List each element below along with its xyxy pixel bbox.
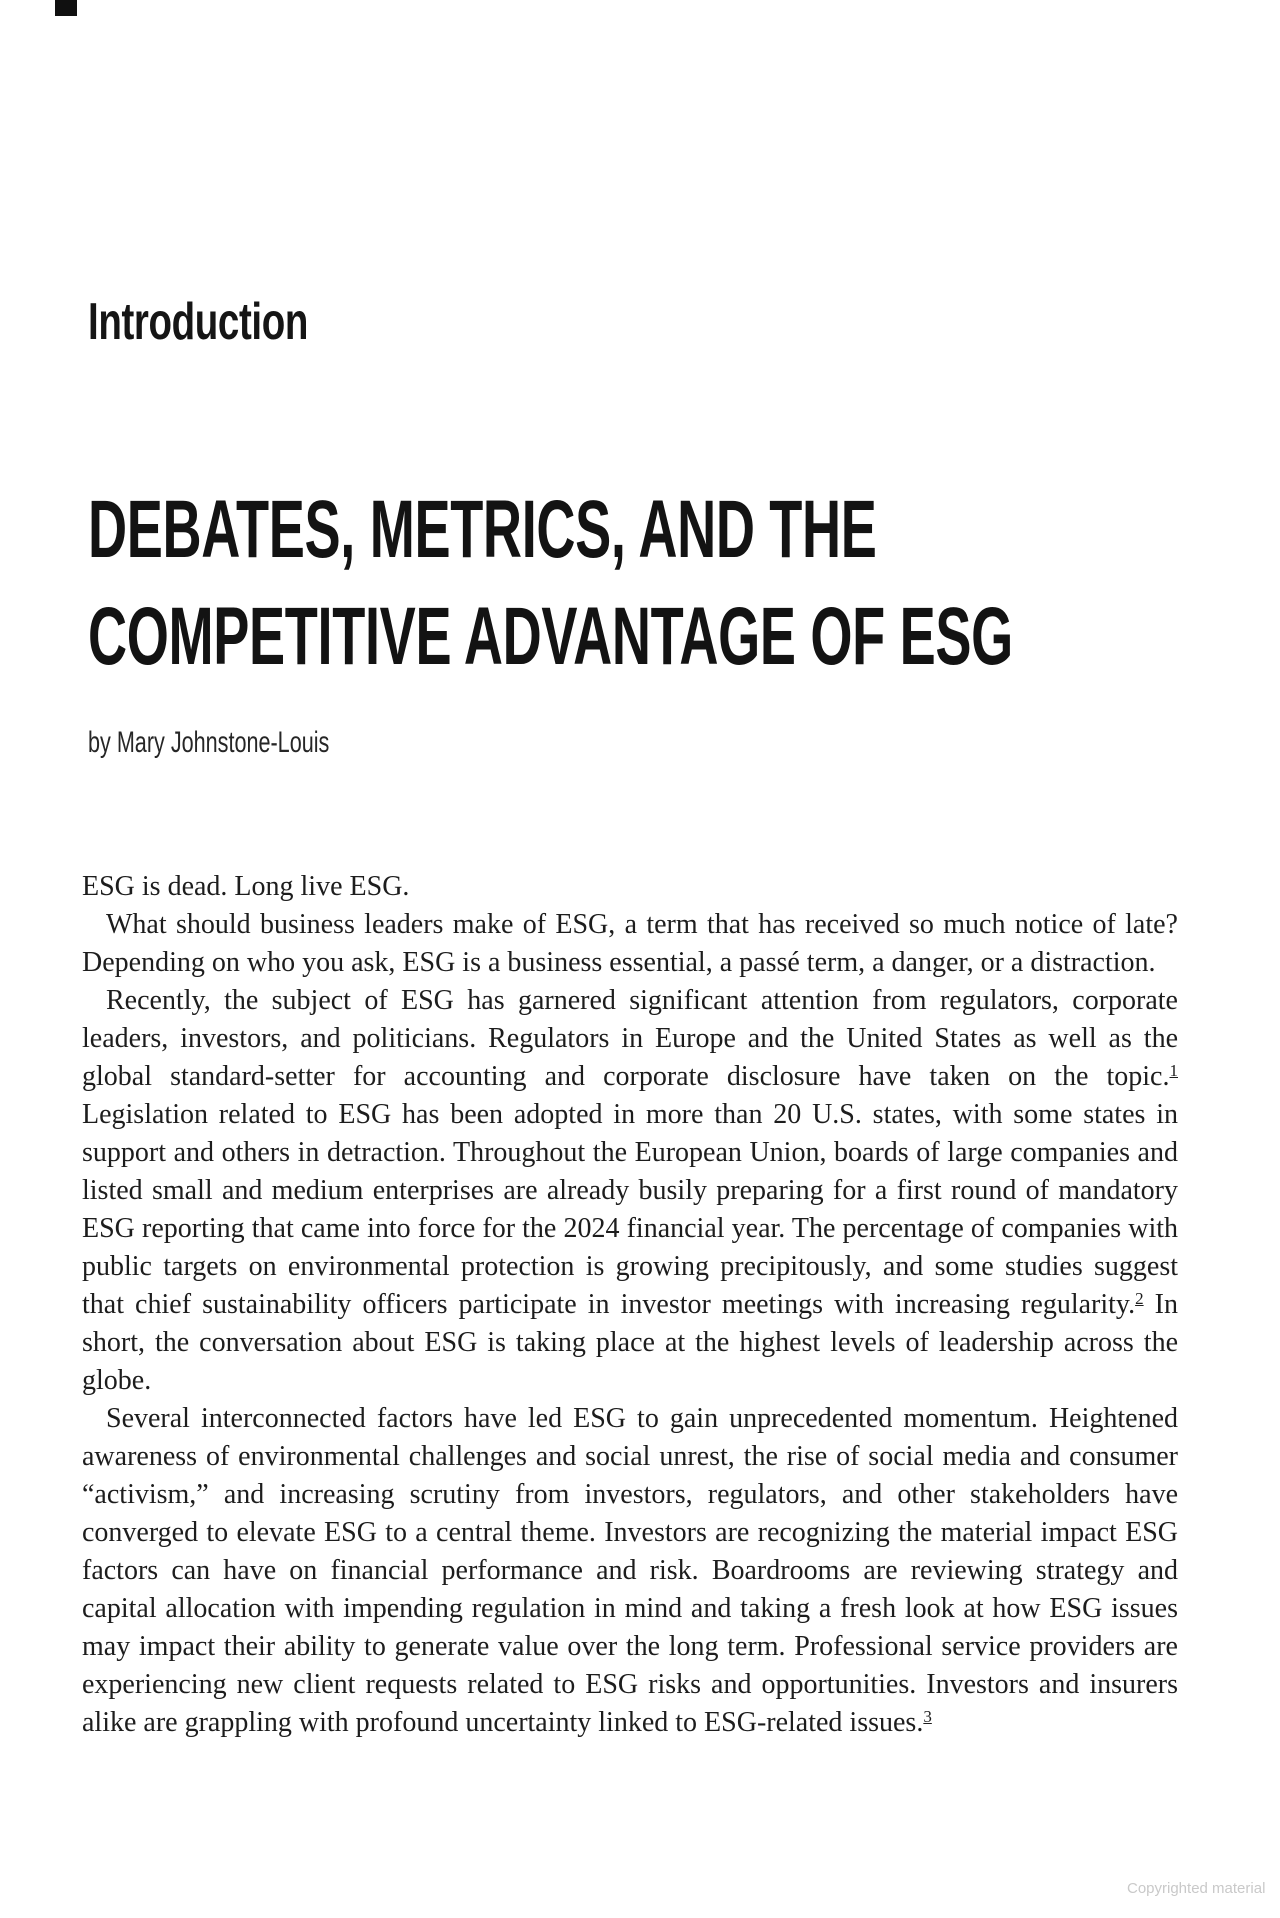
footnote-ref-3[interactable]: 3 [923,1707,932,1726]
footnote-ref-1[interactable]: 1 [1169,1061,1178,1080]
body-text [82,868,1178,1742]
paragraph: Several interconnected factors have led ESG to gain unprecedented momentum. Heightened awareness of environmental challenges and social unrest, the rise of social media and consumer “activism,” and increasing scrutiny from investors, regulators, and other stakeholders have converged to elevate ESG to a central theme. Investors are recognizing the material impact ESG factors can have on financial performance and risk. Boardrooms are reviewing strategy and capital allocation with impending regulation in mind and taking a fresh look at how ESG issues may impact their ability to generate value over the long term. Professional service providers are experiencing new client requests related to ESG risks and opportunities. Investors and insurers alike are grappling with profound uncertainty linked to ESG-related issues.$^3$ [82,1403,1178,1738]
paragraph: What should business leaders make of ESG, a term that has received so much notice of late? Depending on who you ask, ESG is a business essential, a passé term, a danger, or a distraction. [82,909,1178,978]
chapter-kicker: Introduction [88,293,308,351]
footnote-ref-2[interactable]: 2 [1135,1289,1144,1308]
scan-artifact [55,0,77,16]
copyright-watermark: Copyrighted material [1127,1880,1266,1897]
chapter-title [88,476,1013,690]
paragraph: Recently, the subject of ESG has garnered significant attention from regulators, corporate leaders, investors, and politicians. Regulators in Europe and the United States as well as the global standard-setter for accounting and corporate disclosure have taken on the topic.$^1$ Legislation related to ESG has been adopted in more than 20 U.S. states, with some states in support and others in detraction. Throughout the European Union, boards of large companies and listed small and medium enterprises are already busily preparing for a first round of mandatory ESG reporting that came into force for the 2024 financial year. The percentage of companies with public targets on environmental protection is growing precipitously, and some studies suggest that chief sustainability officers participate in investor meetings with increasing regularity.$^2$ In short, the conversation about ESG is taking place at the highest levels of leadership across the globe. [82,985,1178,1396]
paragraph: ESG is dead. Long live ESG. [82,871,410,902]
chapter-title-line-2: COMPETITIVE ADVANTAGE OF ESG [88,591,1013,682]
byline: by Mary Johnstone-Louis [88,726,330,759]
chapter-title-line-1: DEBATES, METRICS, AND THE [88,484,877,575]
